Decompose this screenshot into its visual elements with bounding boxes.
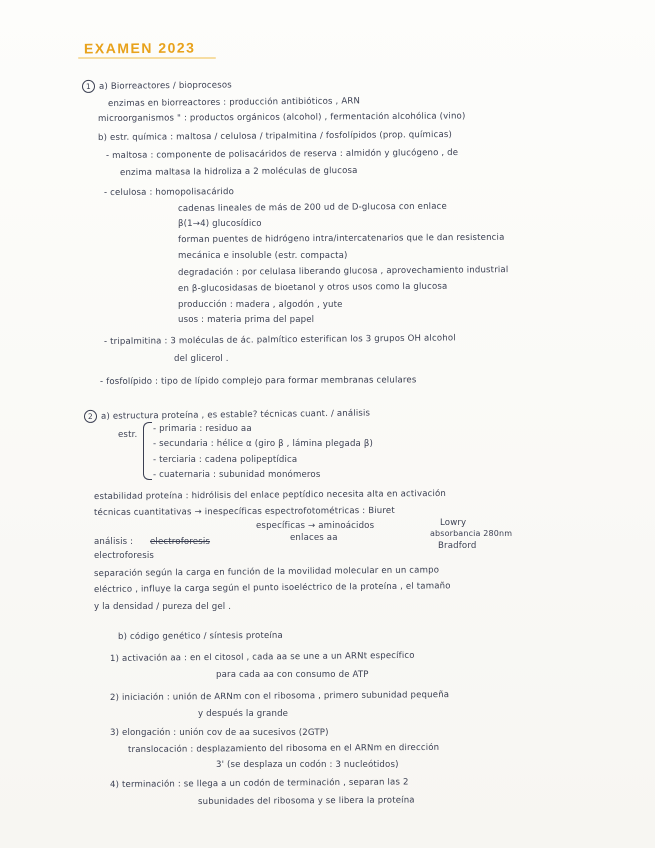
absorbancia-label: absorbancia 280nm (430, 529, 513, 538)
separacion-line-3: y la densidad / pureza del gel . (94, 602, 232, 612)
q1-number: 1 (82, 80, 95, 93)
celulosa-line-6: en β-glucosidasas de bioetanol y otros usos como la glucosa (177, 281, 448, 294)
celulosa-line-2: β(1→4) glucosídico (178, 219, 262, 229)
estr-primaria: - primaria : residuo aa (153, 424, 252, 434)
analisis-label: análisis : (94, 537, 134, 547)
fosfolipido-line: - fosfolípido : tipo de lípido complejo para formar membranas celulares (99, 375, 417, 387)
page-title: EXAMEN 2023 (83, 39, 196, 57)
translocacion-line-2: 3' (se desplaza un codón : 3 nucleótidos) (216, 760, 399, 770)
electroforesis-label: electroforesis (94, 551, 155, 561)
q2-b-heading: b) código genético / síntesis proteína (117, 630, 283, 642)
iniciacion-line-1: 2) iniciación : unión de ARNm con el ribosoma , primero subunidad pequeña (109, 690, 450, 703)
elongacion-line: 3) elongación : unión cov de aa sucesivos (2GTP) (110, 728, 329, 738)
tecnicas-line: técnicas cuantitativas → inespecíficas espectrofotométricas : Biuret (93, 505, 395, 518)
celulosa-line-4: mecánica e insoluble (estr. compacta) (178, 251, 348, 261)
q1-enzimas: enzimas en biorreactores : producción antibióticos , ARN (107, 96, 361, 109)
estr-cuaternaria: - cuaternaria : subunidad monómeros (153, 470, 321, 480)
tripalmitina-line-1: - tripalmitina : 3 moléculas de ác. palmítico esterifican los 3 grupos OH alcohol (103, 333, 456, 347)
celulosa-line-3: forman puentes de hidrógeno intra/intercatenarios que le dan resistencia (177, 232, 505, 245)
q1-micro: microorganismos " : productos orgánicos (alcohol) , fermentación alcohólica (vino) (97, 111, 466, 124)
estr-terciaria: - terciaria : cadena polipeptídica (153, 455, 298, 465)
celulosa-line-7: producción : madera , algodón , yute (178, 300, 343, 310)
celulosa-line-1: cadenas lineales de más de 200 ud de D-glucosa con enlace (177, 201, 447, 214)
estabilidad-line: estabilidad proteína : hidrólisis del enlace peptídico necesita alta en activación (93, 488, 447, 502)
title-underline (78, 57, 216, 59)
maltosa-line-2: enzima maltasa la hidroliza a 2 moléculas de glucosa (119, 165, 358, 178)
terminacion-line-1: 4) terminación : se llega a un codón de terminación , separan las 2 (109, 777, 409, 790)
especificos-line: específicas → aminoácidos (256, 521, 375, 531)
analisis-crossed-word: electroforesis (150, 537, 211, 547)
terminacion-line-2: subunidades del ribosoma y se libera la proteína (197, 795, 415, 807)
translocacion-line-1: translocación : desplazamiento del ribosoma en el ARNm en dirección (127, 742, 440, 755)
activacion-line-1: 1) activación aa : en el citosol , cada aa se une a un ARNt específico (109, 650, 415, 664)
celulosa-line-8: usos : materia prima del papel (178, 315, 315, 325)
tripalmitina-line-2: del glicerol . (174, 354, 229, 364)
bradford-label: Bradford (438, 541, 477, 551)
celulosa-line-5: degradación : por celulasa liberando glucosa , aprovechamiento industrial (177, 265, 509, 278)
separacion-line-1: separación según la carga en función de la movilidad molecular en un campo (93, 565, 440, 579)
lowry-label: Lowry (440, 518, 467, 528)
q1-b-heading: b) estr. química : maltosa / celulosa / tripalmitina / fosfolípidos (prop. químicas) (97, 129, 453, 143)
q1-a-heading: 1 a) Biorreactores / bioprocesos (82, 78, 232, 93)
estr-label: estr. (118, 430, 138, 440)
celulosa-heading: - celulosa : homopolisacárido (103, 187, 235, 198)
enlaces-label: enlaces aa (290, 533, 338, 543)
estr-secundaria: - secundaria : hélice α (giro β , lámina plegada β) (153, 439, 373, 449)
structure-brace (143, 422, 152, 480)
q2-a-heading: 2 a) estructura proteína , es estable? técnicas cuant. / análisis (84, 407, 370, 423)
iniciacion-line-2: y después la grande (198, 709, 289, 719)
maltosa-line-1: - maltosa : componente de polisacáridos de reserva : almidón y glucógeno , de (105, 147, 459, 161)
q2-number: 2 (84, 410, 97, 423)
activacion-line-2: para cada aa con consumo de ATP (216, 670, 369, 680)
separacion-line-2: eléctrico , influye la carga según el punto isoeléctrico de la proteína , el tamaño (93, 581, 451, 595)
